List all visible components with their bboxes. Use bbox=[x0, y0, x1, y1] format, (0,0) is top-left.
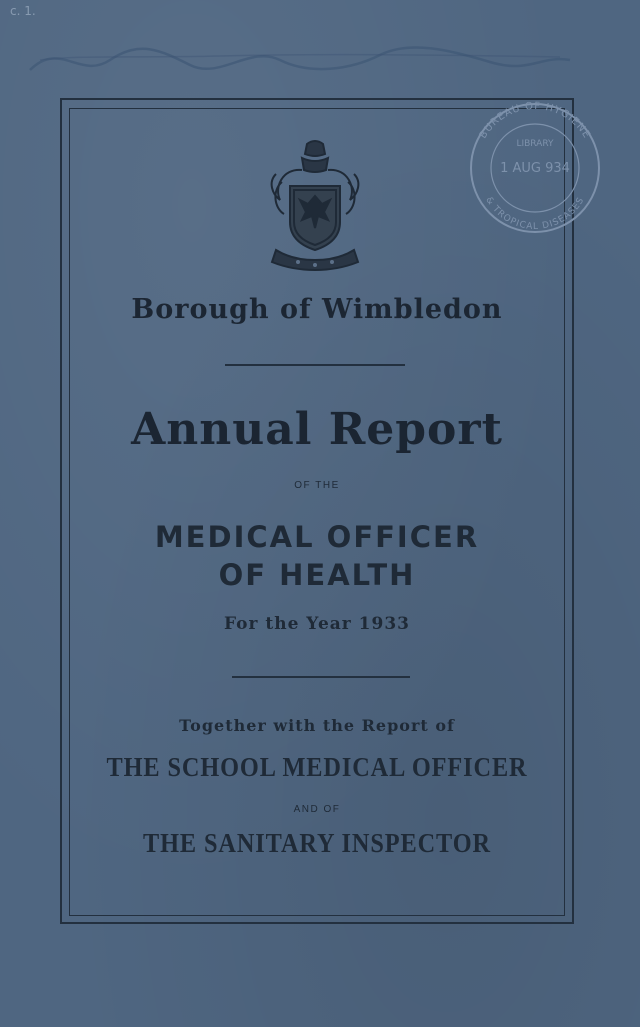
of-the-label: OF THE bbox=[294, 480, 340, 491]
and-of-label: AND OF bbox=[293, 804, 341, 815]
officer-title-line2: OF HEALTH bbox=[218, 558, 416, 592]
together-with-line: Together with the Report of bbox=[179, 716, 455, 735]
divider-rule bbox=[225, 364, 405, 366]
borough-name: Borough of Wimbledon bbox=[131, 294, 503, 325]
school-medical-officer: THE SCHOOL MEDICAL OFFICER bbox=[106, 752, 528, 782]
report-title: Annual Report bbox=[131, 404, 503, 455]
library-stamp bbox=[460, 96, 610, 236]
stamp-library-label: LIBRARY bbox=[516, 139, 554, 149]
officer-title-line1: MEDICAL OFFICER bbox=[154, 520, 480, 554]
stamp-top-text: BUREAU OF HYGIENE bbox=[477, 100, 593, 141]
report-year: For the Year 1933 bbox=[224, 614, 410, 634]
svg-text:& TROPICAL DISEASES bbox=[483, 195, 586, 232]
stamp-date: 1 AUG 934 bbox=[500, 161, 570, 176]
stamp-bottom-text: & TROPICAL DISEASES bbox=[483, 195, 587, 233]
blue-scrawl bbox=[20, 30, 580, 90]
sanitary-inspector: THE SANITARY INSPECTOR bbox=[143, 828, 491, 858]
pencil-mark: c. 1. bbox=[10, 4, 36, 18]
svg-text:BUREAU OF HYGIENE bbox=[478, 101, 592, 141]
divider-rule bbox=[232, 676, 410, 678]
coat-of-arms-icon bbox=[262, 138, 368, 274]
